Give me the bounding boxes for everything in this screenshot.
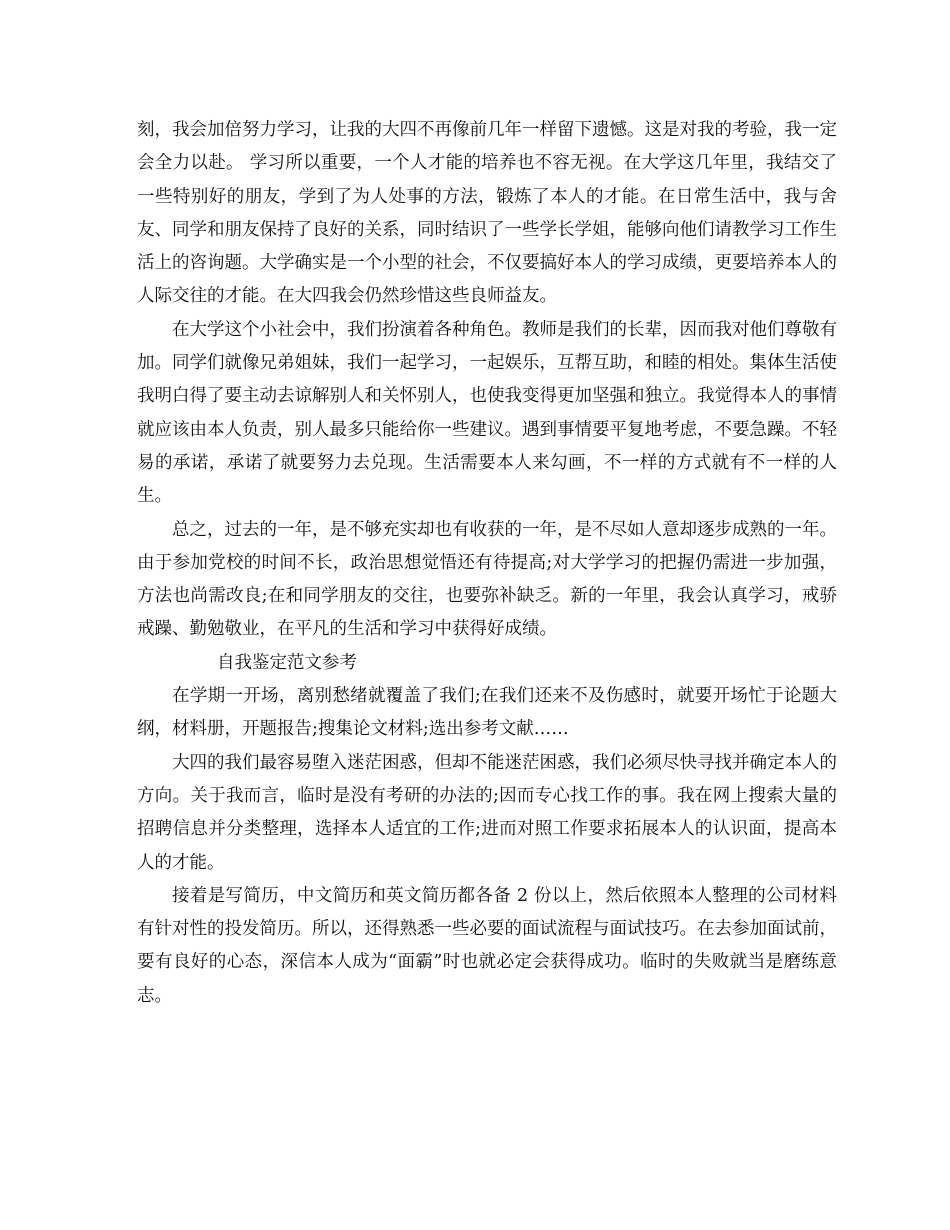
paragraph-2: 在大学这个小社会中，我们扮演着各种角色。教师是我们的长辈，因而我对他们尊敬有加。同学们就像兄弟姐妹，我们一起学习，一起娱乐，互帮互助，和睦的相处。集体生活使我明白得了要主动去谅解别人和关怀别人，也使我变得更加坚强和独立。我觉得本人的事情就应该由本人负责，别人最多只能给你一些建议。遇到事情要平复地考虑，不要急躁。不轻易的承诺，承诺了就要努力去兑现。生活需要本人来勾画，不一样的方式就有不一样的人生。: [137, 319, 837, 507]
paragraph-5: 大四的我们最容易堕入迷茫困惑，但却不能迷茫困惑，我们必须尽快寻找并确定本人的方向。关于我而言，临时是没有考研的办法的;因而专心找工作的事。我在网上搜索大量的招聘信息并分类整理，选择本人适宜的工作;进而对照工作要求拓展本人的认识面，提高本人的才能。: [137, 752, 837, 873]
paragraph-4: 在学期一开场，离别愁绪就覆盖了我们;在我们还来不及伤感时，就要开场忙于论题大纲，材料册，开题报告;搜集论文材料;选出参考文献……: [137, 686, 837, 740]
paragraph-6: 接着是写简历，中文简历和英文简历都各备 2 份以上，然后依照本人整理的公司材料有针对性的投发简历。所以，还得熟悉一些必要的面试流程与面试技巧。在去参加面试前，要有良好的心态，深信本人成为“面霸”时也就必定会获得成功。临时的失败就当是磨练意志。: [137, 885, 837, 1006]
document-body: [137, 114, 837, 1013]
paragraph-1: 刻，我会加倍努力学习，让我的大四不再像前几年一样留下遗憾。这是对我的考验，我一定会全力以赴。 学习所以重要，一个人才能的培养也不容无视。在大学这几年里，我结交了一些特别好的朋友，学到了为人处事的方法，锻炼了本人的才能。在日常生活中，我与舍友、同学和朋友保持了良好的关系，同时结识了一些学长学姐，能够向他们请教学习工作生活上的咨询题。大学确实是一个小型的社会，不仅要搞好本人的学习成绩，更要培养本人的人际交往的才能。在大四我会仍然珍惜这些良师益友。: [137, 120, 837, 307]
section-heading: 自我鉴定范文参考: [217, 652, 357, 673]
paragraph-3: 总之，过去的一年，是不够充实却也有收获的一年，是不尽如人意却逐步成熟的一年。由于参加党校的时间不长，政治思想觉悟还有待提高;对大学学习的把握仍需进一步加强，方法也尚需改良;在和同学朋友的交往，也要弥补缺乏。新的一年里，我会认真学习，戒骄戒躁、勤勉敬业，在平凡的生活和学习中获得好成绩。: [137, 519, 837, 640]
